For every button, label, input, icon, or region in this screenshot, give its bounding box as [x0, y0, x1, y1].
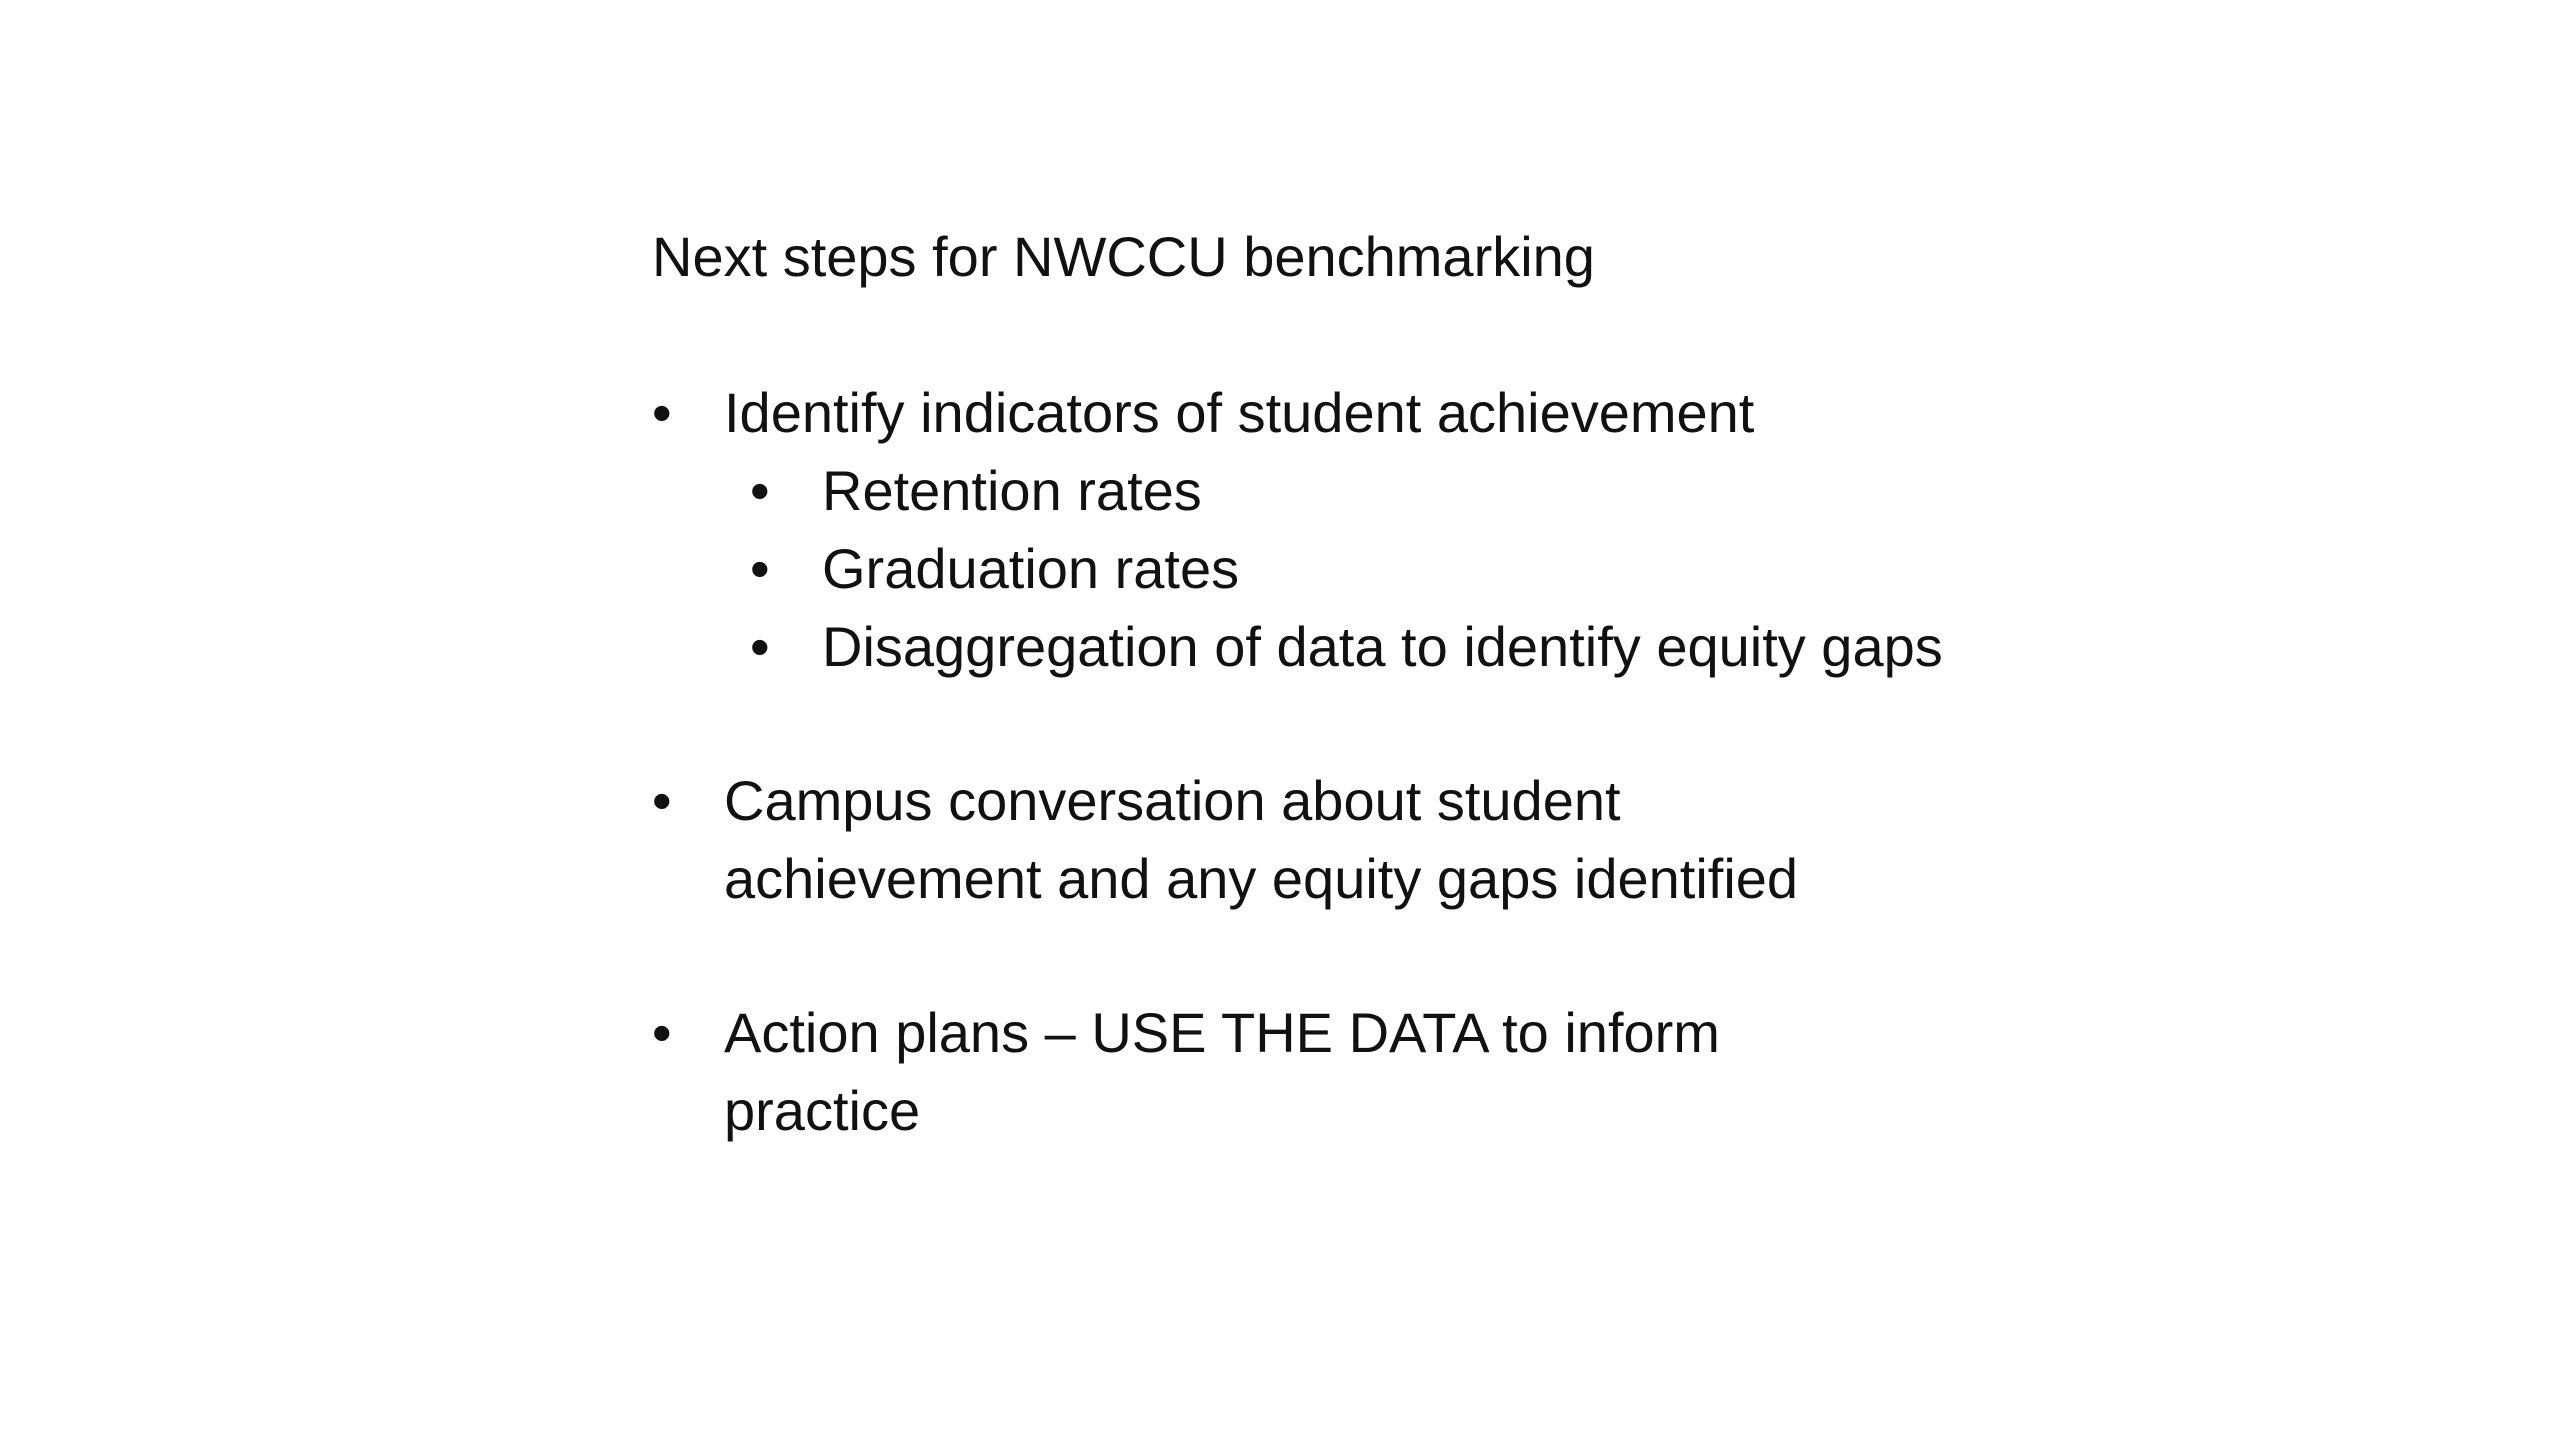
sub-bullet-dot-icon: • — [750, 459, 770, 522]
sub-bullet-text: Graduation rates — [822, 537, 1240, 600]
bullet-list — [652, 374, 1943, 1150]
sub-bullet-item — [652, 608, 2002, 686]
bullet-item — [652, 374, 1943, 686]
sub-bullet-item — [652, 452, 1912, 530]
slide-title: Next steps for NWCCU benchmarking — [652, 225, 1595, 288]
slide-content — [652, 218, 1943, 1226]
bullet-item — [652, 994, 1824, 1150]
sub-bullet-text: Disaggregation of data to identify equity gaps — [822, 615, 1943, 678]
sub-bullet-dot-icon: • — [750, 537, 770, 600]
sub-bullet-item — [652, 530, 1912, 608]
sub-bullet-list — [724, 452, 1943, 686]
bullet-item — [652, 762, 1914, 918]
bullet-dot-icon: • — [652, 381, 672, 444]
bullet-text: Identify indicators of student achievement — [724, 381, 1755, 444]
bullet-text: Action plans – USE THE DATA to inform practice — [724, 1001, 1720, 1142]
sub-bullet-dot-icon: • — [750, 615, 770, 678]
bullet-text: Campus conversation about student achievement and any equity gaps identified — [724, 769, 1799, 910]
sub-bullet-text: Retention rates — [822, 459, 1202, 522]
bullet-dot-icon: • — [652, 769, 672, 832]
bullet-dot-icon: • — [652, 1001, 672, 1064]
